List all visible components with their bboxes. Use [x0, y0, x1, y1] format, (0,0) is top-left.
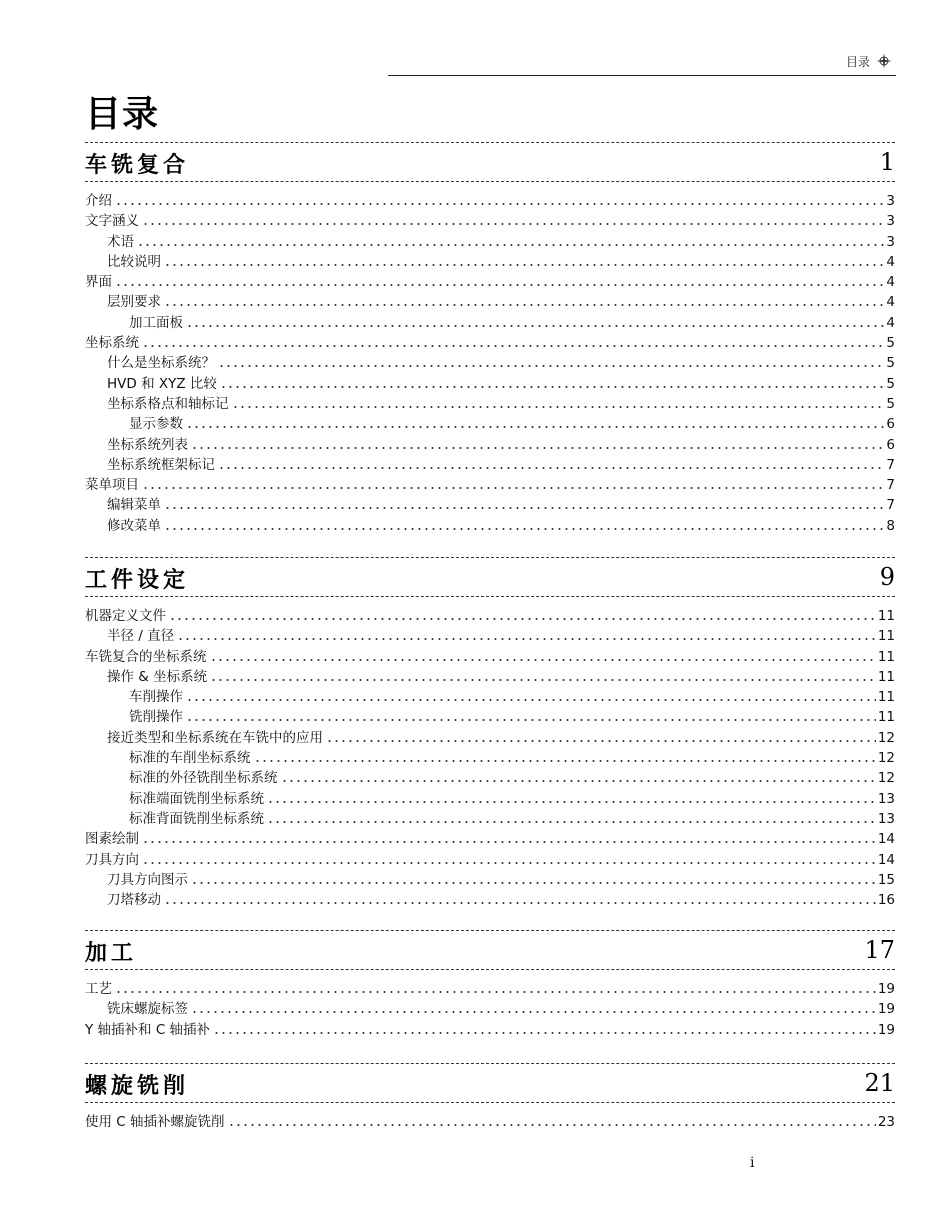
toc-entry-page: 11 — [877, 648, 895, 665]
toc-entry-page: 4 — [886, 294, 895, 311]
toc-entry[interactable] — [85, 707, 895, 727]
toc-entry-page: 8 — [886, 517, 895, 534]
toc-entry-page: 11 — [877, 668, 895, 685]
toc-entry[interactable] — [85, 850, 895, 870]
toc-list — [85, 979, 895, 1040]
toc-entry-page: 14 — [877, 851, 895, 868]
dot-leader — [191, 1011, 876, 1013]
dot-leader — [213, 1032, 876, 1034]
dot-leader — [164, 304, 884, 306]
toc-entry-page: 13 — [877, 790, 895, 807]
toc-entry-page: 4 — [886, 274, 895, 291]
toc-entry-page: 12 — [877, 750, 895, 767]
chapter-section — [85, 930, 895, 1040]
toc-entry-label: 操作 & 坐标系统 — [107, 668, 208, 685]
toc-entry-label: 文字涵义 — [85, 213, 139, 230]
dot-leader — [281, 780, 876, 782]
toc-entry-label: 什么是坐标系统？ — [107, 355, 215, 372]
toc-entry-page: 11 — [877, 709, 895, 726]
toc-entry-label: 标准背面铣削坐标系统 — [129, 810, 264, 827]
dot-leader — [186, 325, 884, 327]
toc-entry[interactable] — [85, 292, 895, 312]
toc-entry-page: 6 — [886, 436, 895, 453]
dot-leader — [115, 203, 884, 205]
chapter-section — [85, 1063, 895, 1132]
toc-entry-label: 比较说明 — [107, 253, 161, 270]
toc-entry-page: 23 — [877, 1114, 895, 1130]
toc-entry-page: 5 — [886, 335, 895, 352]
chapter-section — [85, 557, 895, 910]
toc-entry-label: 使用 C 轴插补螺旋铣削 — [85, 1114, 225, 1130]
dot-leader — [142, 223, 884, 225]
toc-list — [85, 191, 895, 536]
toc-entry[interactable] — [85, 313, 895, 333]
dot-leader — [210, 659, 876, 661]
dot-leader — [115, 991, 876, 993]
dot-leader — [137, 244, 884, 246]
footer-page-number: i — [750, 1155, 755, 1171]
toc-entry-page: 19 — [877, 1001, 895, 1018]
toc-entry[interactable] — [85, 768, 895, 788]
dot-leader — [218, 467, 884, 469]
chapter-heading[interactable] — [85, 1063, 895, 1103]
dot-leader — [164, 507, 884, 509]
dot-leader — [191, 447, 884, 449]
toc-entry-label: 标准的车削坐标系统 — [129, 750, 251, 767]
toc-entry[interactable] — [85, 333, 895, 353]
toc-entry-label: 半径 / 直径 — [107, 628, 175, 645]
chapter-title: 加工 — [85, 940, 138, 966]
toc-entry-label: 坐标系统列表 — [107, 436, 188, 453]
toc-entry-label: 显示参数 — [129, 416, 183, 433]
dot-leader — [186, 426, 884, 428]
dot-leader — [220, 386, 885, 388]
toc-entry-label: 机器定义文件 — [85, 608, 166, 624]
toc-entry[interactable] — [85, 272, 895, 292]
dot-leader — [326, 740, 876, 742]
dot-leader — [186, 719, 876, 721]
toc-entry[interactable] — [85, 435, 895, 455]
toc-entry[interactable] — [85, 475, 895, 495]
toc-entry[interactable] — [85, 748, 895, 768]
toc-entry-page: 7 — [886, 477, 895, 494]
toc-entry[interactable] — [85, 495, 895, 515]
toc-entry[interactable] — [85, 455, 895, 475]
chapter-title: 车铣复合 — [85, 152, 190, 178]
toc-entry-label: HVD 和 XYZ 比较 — [107, 375, 217, 392]
toc-entry-label: 刀具方向 — [85, 851, 139, 868]
dot-leader — [254, 760, 876, 762]
chapter-page-number: 21 — [864, 1069, 895, 1097]
toc-entry-label: 坐标系格点和轴标记 — [107, 395, 229, 412]
toc-entry-page: 5 — [886, 395, 895, 412]
chapter-page-number: 1 — [879, 148, 895, 176]
toc-entry-page: 11 — [877, 628, 895, 645]
toc-entry-label: 刀塔移动 — [107, 892, 161, 909]
toc-entry[interactable] — [85, 979, 895, 999]
toc-entry-page: 11 — [877, 689, 895, 706]
toc-entry-label: 坐标系统框架标记 — [107, 456, 215, 473]
dot-leader — [191, 882, 876, 884]
dot-leader — [267, 821, 876, 823]
toc-entry[interactable] — [85, 829, 895, 849]
toc-entry[interactable] — [85, 809, 895, 829]
toc-entry-label: 铣床螺旋标签 — [107, 1001, 188, 1018]
compass-rose-icon — [876, 53, 892, 69]
chapter-section — [85, 142, 895, 536]
dot-leader — [164, 528, 884, 530]
dot-leader — [186, 699, 876, 701]
toc-entry-page: 15 — [877, 871, 895, 888]
toc-entry[interactable] — [85, 870, 895, 890]
dot-leader — [142, 862, 876, 864]
dot-leader — [142, 345, 884, 347]
toc-entry-page: 14 — [877, 831, 895, 848]
toc-entry-page: 7 — [886, 456, 895, 473]
chapter-heading[interactable] — [85, 557, 895, 597]
toc-entry-page: 4 — [886, 314, 895, 331]
dot-leader — [218, 365, 884, 367]
toc-entry[interactable] — [85, 789, 895, 809]
toc-entry-page: 4 — [886, 253, 895, 270]
toc-entry[interactable] — [85, 667, 895, 687]
dot-leader — [142, 487, 884, 489]
toc-entry[interactable] — [85, 687, 895, 707]
toc-entry[interactable] — [85, 516, 895, 536]
toc-entry-page: 19 — [877, 981, 895, 997]
dot-leader — [232, 406, 885, 408]
running-header — [388, 50, 896, 76]
toc-entry-label: Y 轴插补和 C 轴插补 — [85, 1021, 211, 1038]
toc-entry[interactable] — [85, 374, 895, 394]
dot-leader — [169, 618, 876, 620]
toc-entry-page: 7 — [886, 497, 895, 514]
toc-entry-page: 19 — [877, 1021, 895, 1038]
toc-entry-label: 修改菜单 — [107, 517, 161, 534]
dot-leader — [164, 902, 876, 904]
toc-entry-page: 12 — [877, 729, 895, 746]
toc-entry-label: 术语 — [107, 233, 134, 250]
toc-entry-label: 介绍 — [85, 193, 112, 209]
toc-list — [85, 606, 895, 910]
chapter-page-number: 17 — [864, 936, 895, 964]
toc-entry[interactable] — [85, 647, 895, 667]
chapter-page-number: 9 — [879, 563, 895, 591]
toc-entry-page: 3 — [886, 193, 895, 209]
toc-entry[interactable] — [85, 191, 895, 211]
dot-leader — [228, 1124, 876, 1126]
toc-entry-label: 车削操作 — [129, 689, 183, 706]
toc-entry-label: 编辑菜单 — [107, 497, 161, 514]
dot-leader — [210, 679, 876, 681]
dot-leader — [142, 841, 876, 843]
toc-list — [85, 1112, 895, 1132]
toc-entry[interactable] — [85, 626, 895, 646]
toc-entry[interactable] — [85, 353, 895, 373]
toc-entry-label: 铣削操作 — [129, 709, 183, 726]
toc-entry-label: 界面 — [85, 274, 112, 291]
toc-entry-label: 层别要求 — [107, 294, 161, 311]
toc-entry-page: 13 — [877, 810, 895, 827]
toc-entry-page: 16 — [877, 892, 895, 909]
toc-entry[interactable] — [85, 890, 895, 910]
toc-entry-label: 刀具方向图示 — [107, 871, 188, 888]
toc-entry-page: 3 — [886, 233, 895, 250]
toc-entry-label: 坐标系统 — [85, 335, 139, 352]
toc-entry[interactable] — [85, 999, 895, 1019]
toc-entry-page: 5 — [886, 375, 895, 392]
toc-entry[interactable] — [85, 394, 895, 414]
toc-entry[interactable] — [85, 414, 895, 434]
toc-entry-label: 接近类型和坐标系统在车铣中的应用 — [107, 729, 323, 746]
toc-entry-page: 3 — [886, 213, 895, 230]
dot-leader — [115, 284, 884, 286]
page-title: 目录 — [85, 93, 160, 135]
toc-entry[interactable] — [85, 252, 895, 272]
toc-entry-label: 标准端面铣削坐标系统 — [129, 790, 264, 807]
toc-entry[interactable] — [85, 1112, 895, 1132]
dot-leader — [267, 801, 876, 803]
toc-entry-page: 11 — [877, 608, 895, 624]
toc-entry[interactable] — [85, 232, 895, 252]
toc-entry[interactable] — [85, 211, 895, 231]
chapter-title: 螺旋铣削 — [85, 1073, 190, 1099]
toc-entry[interactable] — [85, 728, 895, 748]
toc-entry-label: 工艺 — [85, 981, 112, 997]
chapter-heading[interactable] — [85, 930, 895, 970]
chapter-heading[interactable] — [85, 142, 895, 182]
running-header-title: 目录 — [845, 55, 870, 69]
dot-leader — [177, 638, 876, 640]
dot-leader — [164, 264, 884, 266]
toc-entry-label: 车铣复合的坐标系统 — [85, 648, 207, 665]
toc-entry[interactable] — [85, 1020, 895, 1040]
toc-entry-page: 12 — [877, 770, 895, 787]
chapter-title: 工件设定 — [85, 567, 190, 593]
toc-entry[interactable] — [85, 606, 895, 626]
toc-entry-label: 菜单项目 — [85, 477, 139, 494]
toc-entry-page: 6 — [886, 416, 895, 433]
toc-entry-label: 标准的外径铣削坐标系统 — [129, 770, 278, 787]
toc-entry-label: 加工面板 — [129, 314, 183, 331]
toc-entry-page: 5 — [886, 355, 895, 372]
toc-entry-label: 图素绘制 — [85, 831, 139, 848]
